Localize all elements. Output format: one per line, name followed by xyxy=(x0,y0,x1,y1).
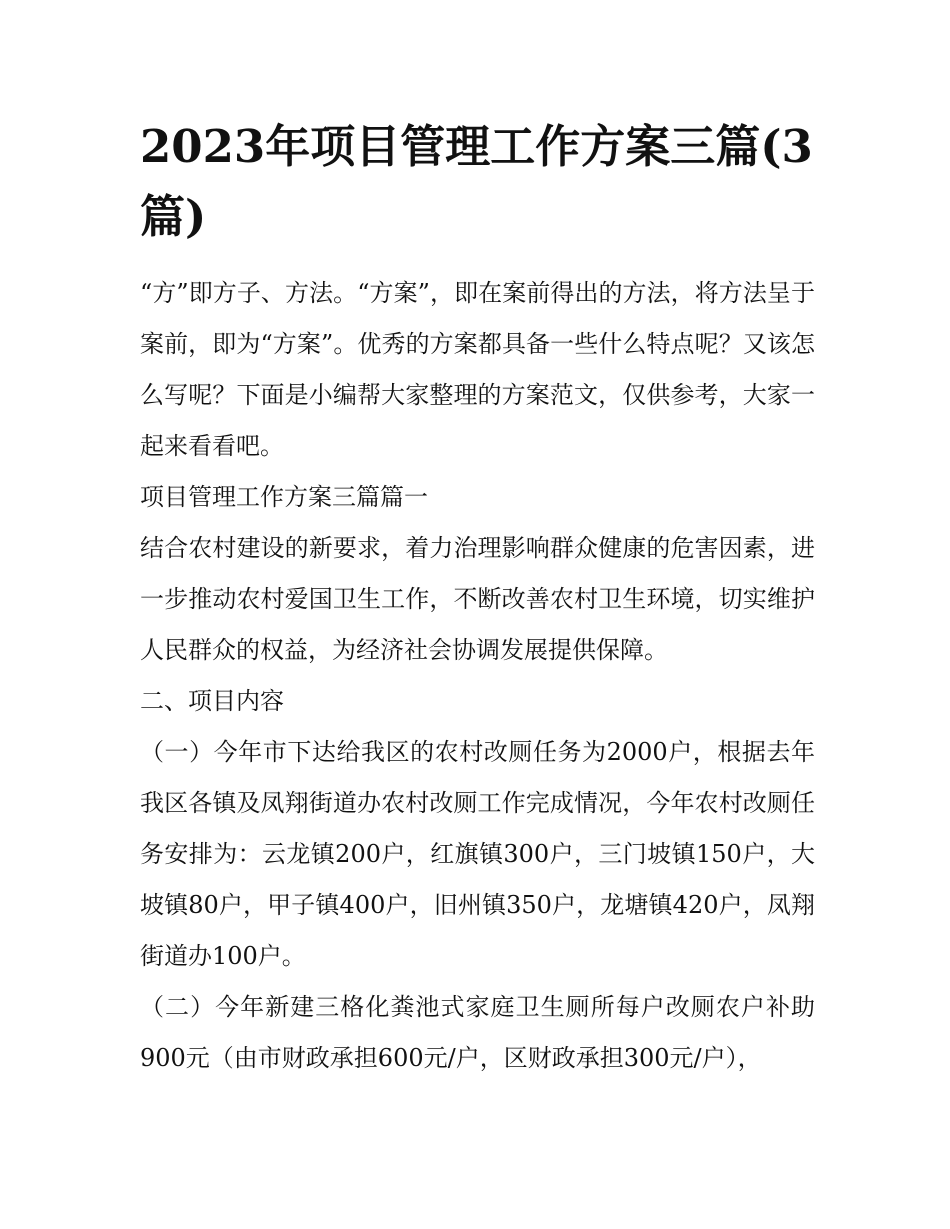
section-heading-project-content: 二、项目内容 xyxy=(140,687,284,715)
document-body xyxy=(140,112,815,1084)
item-two-paragraph: （二）今年新建三格化粪池式家庭卫生厕所每户改厕农户补助900元（由市财政承担600元/户，区财政承担300元/户）， xyxy=(140,993,815,1072)
goal-paragraph: 结合农村建设的新要求，着力治理影响群众健康的危害因素，进一步推动农村爱国卫生工作，不断改善农村卫生环境，切实维护人民群众的权益，为经济社会协调发展提供保障。 xyxy=(140,534,815,664)
section-heading-part-one: 项目管理工作方案三篇篇一 xyxy=(140,483,428,511)
item-one-paragraph: （一）今年市下达给我区的农村改厕任务为2000户，根据去年我区各镇及凤翔街道办农村改厕工作完成情况，今年农村改厕任务安排为：云龙镇200户，红旗镇300户，三门坡镇150户，大坡镇80户，甲子镇400户，旧州镇350户，龙塘镇420户，凤翔街道办100户。 xyxy=(140,738,815,970)
intro-paragraph: “方”即方子、方法。“方案”，即在案前得出的方法，将方法呈于案前，即为“方案”。优秀的方案都具备一些什么特点呢？又该怎么写呢？下面是小编帮大家整理的方案范文，仅供参考，大家一起来看看吧。 xyxy=(140,279,815,460)
document-title: 2023年项目管理工作方案三篇(3篇) xyxy=(140,120,813,243)
